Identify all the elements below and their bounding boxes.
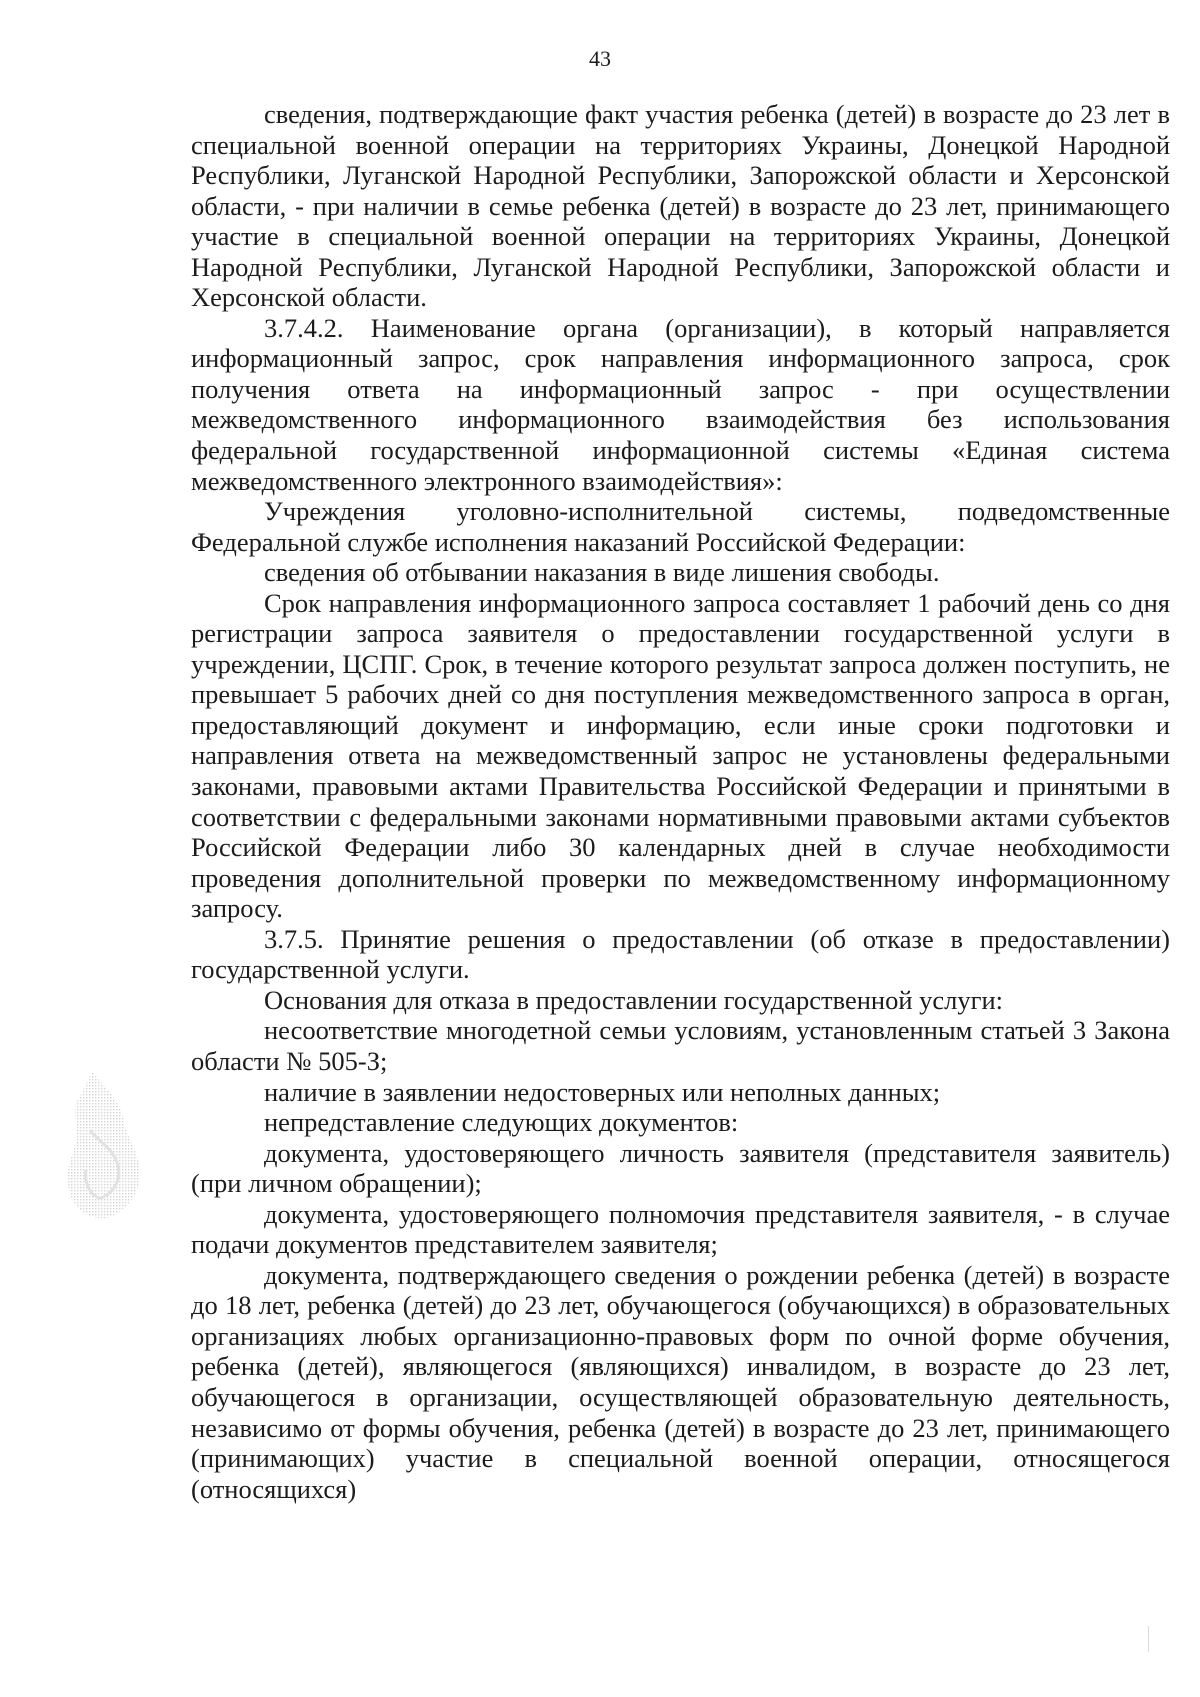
- paragraph: 3.7.5. Принятие решения о предоставлении (об отказе в предоставлении) государственной услуги.: [191, 923, 1170, 985]
- scan-edge-mark: [1148, 1626, 1149, 1652]
- page-number: 43: [589, 46, 611, 71]
- paragraph: Учреждения уголовно-исполнительной системы, подведомственные Федеральной службе исполнения наказаний Российской Федерации:: [191, 496, 1170, 557]
- paragraph: документа, подтверждающего сведения о рождении ребенка (детей) в возрасте до 18 лет, ребенка (детей) до 23 лет, обучающегося (обучающихся) в образовательных организациях любых организационно-правовых форм по очной форме обучения, ребенка (детей), являющегося (являющихся) инвалидом, в возрасте до 23 лет, обучающегося в организации, осуществляющей образовательную деятельность, независимо от формы обучения, ребенка (детей) в возрасте до 23 лет, принимающего (принимающих) участие в специальной военной операции, относящегося (относящихся): [191, 1259, 1170, 1504]
- paragraph: непредставление следующих документов:: [264, 1107, 739, 1138]
- paragraph: документа, удостоверяющего личность заявителя (представителя заявитель) (при личном обращении);: [191, 1137, 1170, 1199]
- faded-stamp-mark: [62, 1070, 144, 1220]
- paragraph: 3.7.4.2. Наименование органа (организации), в который направляется информационный запрос, срок направления информационного запроса, срок получения ответа на информационный запрос - при осуществлении межведомственного информационного взаимодействия без использования федеральной государственной информационной системы «Единая система межведомственного электронного взаимодействия»:: [191, 312, 1170, 496]
- paragraph: документа, удостоверяющего полномочия представителя заявителя, - в случае подачи документов представителем заявителя;: [191, 1198, 1170, 1260]
- paragraph: сведения, подтверждающие факт участия ребенка (детей) в возрасте до 23 лет в специальной военной операции на территориях Украины, Донецкой Народной Республики, Луганской Народной Республики, Запорожской области и Херсонской области, - при наличии в семье ребенка (детей) в возрасте до 23 лет, принимающего участие в специальной военной операции на территориях Украины, Донецкой Народной Республики, Луганской Народной Республики, Запорожской области и Херсонской области.: [191, 99, 1170, 313]
- page-text: [191, 99, 1170, 1504]
- paragraph: Срок направления информационного запроса составляет 1 рабочий день со дня регистрации запроса заявителя о предоставлении государственной услуги в учреждении, ЦСПГ. Срок, в течение которого результат запроса должен поступить, не превышает 5 рабочих дней со дня поступления межведомственного запроса в орган, предоставляющий документ и информацию, если иные сроки подготовки и направления ответа на межведомственный запрос не установлены федеральными законами, правовыми актами Правительства Российской Федерации и принятыми в соответствии с федеральными законами нормативными правовыми актами субъектов Российской Федерации либо 30 календарных дней в случае необходимости проведения дополнительной проверки по межведомственному информационному запросу.: [191, 587, 1170, 924]
- paragraph: Основания для отказа в предоставлении государственной услуги:: [264, 984, 1004, 1015]
- paragraph: несоответствие многодетной семьи условиям, установленным статьей 3 Закона области № 505-З;: [191, 1015, 1170, 1076]
- paragraph: сведения об отбывании наказания в виде лишения свободы.: [264, 557, 940, 588]
- paragraph: наличие в заявлении недостоверных или неполных данных;: [264, 1076, 941, 1107]
